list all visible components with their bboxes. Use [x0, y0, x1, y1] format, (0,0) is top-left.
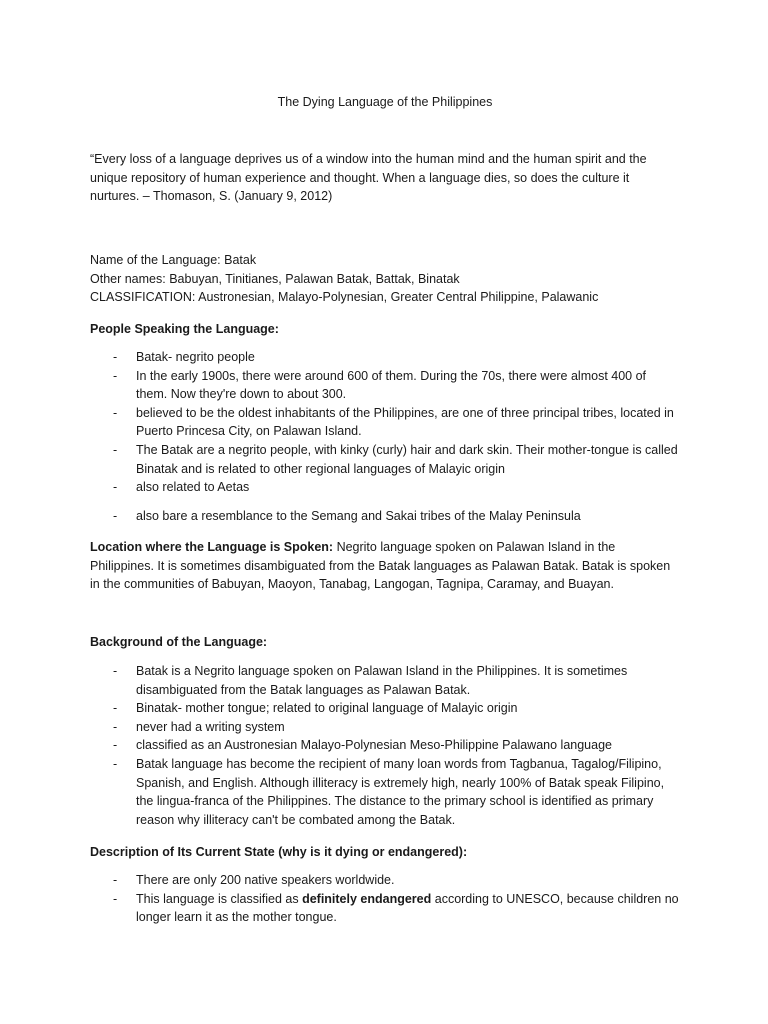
- dash-mark: -: [113, 368, 118, 383]
- list-item-text: also related to Aetas: [136, 480, 250, 495]
- list-item: [90, 736, 680, 755]
- background-heading: Background of the Language:: [90, 635, 268, 649]
- dash-mark: -: [113, 873, 118, 887]
- list-item-text: In the early 1900s, there were around 600 of them. During the 70s, there were almost 400 of them. Now they're down to about 300.: [136, 368, 647, 402]
- list-item: [90, 718, 680, 737]
- list-item: [90, 699, 680, 718]
- dash-mark: -: [113, 891, 118, 906]
- list-item: [90, 367, 680, 404]
- document-page: [90, 0, 680, 1024]
- dash-mark: -: [113, 350, 118, 364]
- list-item-text: believed to be the oldest inhabitants of the Philippines, are one of three principal tribes, located in Puerto Princesa City, on Palawan Island.: [136, 405, 674, 439]
- dash-mark: -: [113, 508, 118, 523]
- list-item: [90, 755, 680, 829]
- language-info: [90, 251, 680, 307]
- dash-mark: -: [113, 738, 118, 753]
- language-name-line: Name of the Language: Batak: [90, 253, 257, 267]
- list-item-text: classified as an Austronesian Malayo-Polynesian Meso-Philippine Palawano language: [136, 738, 612, 753]
- list-item-text: Batak is a Negrito language spoken on Palawan Island in the Philippines. It is sometimes disambiguated from the Batak languages as Palawan Batak.: [136, 664, 628, 697]
- quote-text: “Every loss of a language deprives us of a window into the human mind and the human spirit and the unique repository of human experience and thought. When a language dies, so does the culture it nurtures. – Thomason, S. (January 9, 2012): [90, 152, 647, 204]
- list-item: [90, 662, 680, 699]
- list-item: [90, 348, 680, 367]
- document-title: The Dying Language of the Philippines: [277, 95, 493, 109]
- location-label: Location where the Language is Spoken:: [90, 540, 334, 554]
- dash-mark: -: [113, 442, 118, 457]
- dash-mark: -: [113, 719, 118, 734]
- location-text: Negrito language spoken on Palawan Island in the Philippines. It is sometimes disambiguated from the Batak languages as Palawan Batak. Batak is spoken in the communities of Babuyan, Maoyon, Tanabag, Langogan, Tagnipa, Caramay, and Buayan.: [90, 540, 671, 592]
- list-item-text: never had a writing system: [136, 719, 285, 734]
- list-item: [90, 507, 680, 526]
- list-item: [90, 478, 680, 497]
- dash-mark: -: [113, 756, 118, 771]
- state-heading: Description of Its Current State (why is it dying or endangered):: [90, 845, 468, 859]
- list-item-text: Binatak- mother tongue; related to original language of Malayic origin: [136, 701, 518, 716]
- list-item: [90, 871, 680, 890]
- list-item: [90, 441, 680, 478]
- people-list: [90, 348, 680, 525]
- dash-mark: -: [113, 405, 118, 420]
- quote-paragraph: [90, 150, 680, 206]
- list-item-text-bold: definitely endangered: [302, 891, 432, 906]
- list-item-text: The Batak are a negrito people, with kinky (curly) hair and dark skin. Their mother-tongue is called Binatak and is related to other regional languages of Malayic origin: [136, 442, 678, 476]
- list-item-text-post: according to UNESCO, because children no longer learn it as the mother tongue.: [136, 891, 679, 925]
- dash-mark: -: [113, 701, 118, 716]
- list-item: [90, 404, 680, 441]
- list-item-text: also bare a resemblance to the Semang and Sakai tribes of the Malay Peninsula: [136, 508, 581, 523]
- other-names-line: Other names: Babuyan, Tinitianes, Palawan Batak, Battak, Binatak: [90, 271, 460, 286]
- location-paragraph: [90, 538, 680, 594]
- list-item-text: Batak language has become the recipient of many loan words from Tagbanua, Tagalog/Filipino, Spanish, and English. Although illiteracy is extremely high, nearly 100% of Batak speak Filipino, the lingua-franca of the Philippines. The distance to the primary school is identified as primary reason why illiteracy can't be combated among the Batak.: [136, 756, 665, 827]
- dash-mark: -: [113, 480, 118, 495]
- state-list: [90, 871, 680, 927]
- list-item-text: Batak- negrito people: [136, 350, 255, 364]
- list-item-text-pre: This language is classified as: [136, 891, 303, 906]
- dash-mark: -: [113, 664, 118, 678]
- background-list: [90, 662, 680, 829]
- people-heading: People Speaking the Language:: [90, 322, 279, 336]
- list-item-text: There are only 200 native speakers worldwide.: [136, 873, 395, 887]
- list-item: [90, 890, 680, 927]
- classification-line: CLASSIFICATION: Austronesian, Malayo-Polynesian, Greater Central Philippine, Palawanic: [90, 290, 599, 305]
